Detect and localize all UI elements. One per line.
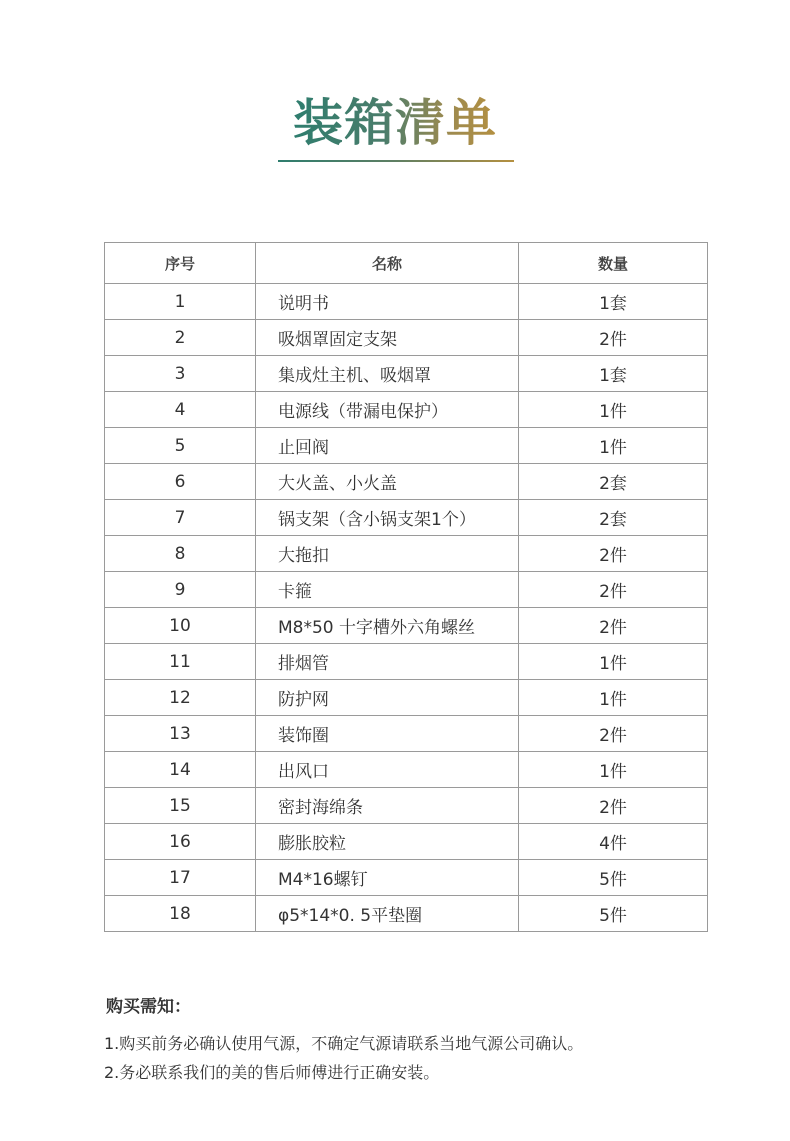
item-quantity: 2件 <box>519 608 708 644</box>
table-header <box>105 243 708 284</box>
row-number: 16 <box>105 824 256 860</box>
item-name: 锅支架（含小锅支架1个） <box>256 500 519 536</box>
table-row <box>105 860 708 896</box>
item-name: 装饰圈 <box>256 716 519 752</box>
item-quantity: 2件 <box>519 536 708 572</box>
table-row <box>105 500 708 536</box>
item-quantity: 2件 <box>519 320 708 356</box>
table-row <box>105 644 708 680</box>
item-name: 膨胀胶粒 <box>256 824 519 860</box>
table-row <box>105 680 708 716</box>
title-area <box>0 92 790 156</box>
item-quantity: 2套 <box>519 500 708 536</box>
table-row <box>105 536 708 572</box>
item-name: 大火盖、小火盖 <box>256 464 519 500</box>
item-quantity: 1件 <box>519 752 708 788</box>
table-row <box>105 356 708 392</box>
item-quantity: 1套 <box>519 284 708 320</box>
row-number: 3 <box>105 356 256 392</box>
row-number: 4 <box>105 392 256 428</box>
item-quantity: 4件 <box>519 824 708 860</box>
item-name: 卡箍 <box>256 572 519 608</box>
row-number: 18 <box>105 896 256 932</box>
title-underline <box>278 160 514 162</box>
item-name: 防护网 <box>256 680 519 716</box>
header-name: 名称 <box>256 243 519 284</box>
page-title: 装箱清单 <box>291 92 499 156</box>
header-no: 序号 <box>105 243 256 284</box>
table-body <box>105 284 708 932</box>
table-row <box>105 896 708 932</box>
item-name: 说明书 <box>256 284 519 320</box>
item-name: 集成灶主机、吸烟罩 <box>256 356 519 392</box>
row-number: 12 <box>105 680 256 716</box>
table-row <box>105 608 708 644</box>
row-number: 8 <box>105 536 256 572</box>
table-row <box>105 392 708 428</box>
table-row <box>105 320 708 356</box>
row-number: 17 <box>105 860 256 896</box>
row-number: 6 <box>105 464 256 500</box>
item-name: 密封海绵条 <box>256 788 519 824</box>
row-number: 11 <box>105 644 256 680</box>
header-row <box>105 243 708 284</box>
row-number: 7 <box>105 500 256 536</box>
item-name: 出风口 <box>256 752 519 788</box>
table-row <box>105 572 708 608</box>
item-name: 电源线（带漏电保护） <box>256 392 519 428</box>
purchase-notice <box>106 992 746 1091</box>
notice-item: 2.务必联系我们的美的售后师傅进行正确安装。 <box>104 1063 440 1082</box>
row-number: 2 <box>105 320 256 356</box>
table-row <box>105 752 708 788</box>
item-name: 大拖扣 <box>256 536 519 572</box>
item-quantity: 2件 <box>519 572 708 608</box>
table-row <box>105 716 708 752</box>
item-quantity: 1件 <box>519 644 708 680</box>
item-name: 排烟管 <box>256 644 519 680</box>
item-quantity: 2件 <box>519 788 708 824</box>
item-quantity: 5件 <box>519 896 708 932</box>
item-name: M4*16螺钉 <box>256 860 519 896</box>
item-name: φ5*14*0. 5平垫圈 <box>256 896 519 932</box>
packing-list-table <box>104 242 708 932</box>
item-quantity: 5件 <box>519 860 708 896</box>
table-row <box>105 428 708 464</box>
item-quantity: 1件 <box>519 680 708 716</box>
item-quantity: 1套 <box>519 356 708 392</box>
item-quantity: 1件 <box>519 428 708 464</box>
row-number: 15 <box>105 788 256 824</box>
table-row <box>105 284 708 320</box>
table-row <box>105 824 708 860</box>
notice-item: 1.购买前务必确认使用气源，不确定气源请联系当地气源公司确认。 <box>104 1034 584 1053</box>
item-quantity: 2件 <box>519 716 708 752</box>
row-number: 9 <box>105 572 256 608</box>
row-number: 1 <box>105 284 256 320</box>
item-name: 止回阀 <box>256 428 519 464</box>
item-quantity: 2套 <box>519 464 708 500</box>
row-number: 5 <box>105 428 256 464</box>
row-number: 13 <box>105 716 256 752</box>
row-number: 10 <box>105 608 256 644</box>
row-number: 14 <box>105 752 256 788</box>
table-row <box>105 464 708 500</box>
item-name: 吸烟罩固定支架 <box>256 320 519 356</box>
item-quantity: 1件 <box>519 392 708 428</box>
table-row <box>105 788 708 824</box>
header-qty: 数量 <box>519 243 708 284</box>
notice-title: 购买需知： <box>106 997 191 1017</box>
item-name: M8*50 十字槽外六角螺丝 <box>256 608 519 644</box>
